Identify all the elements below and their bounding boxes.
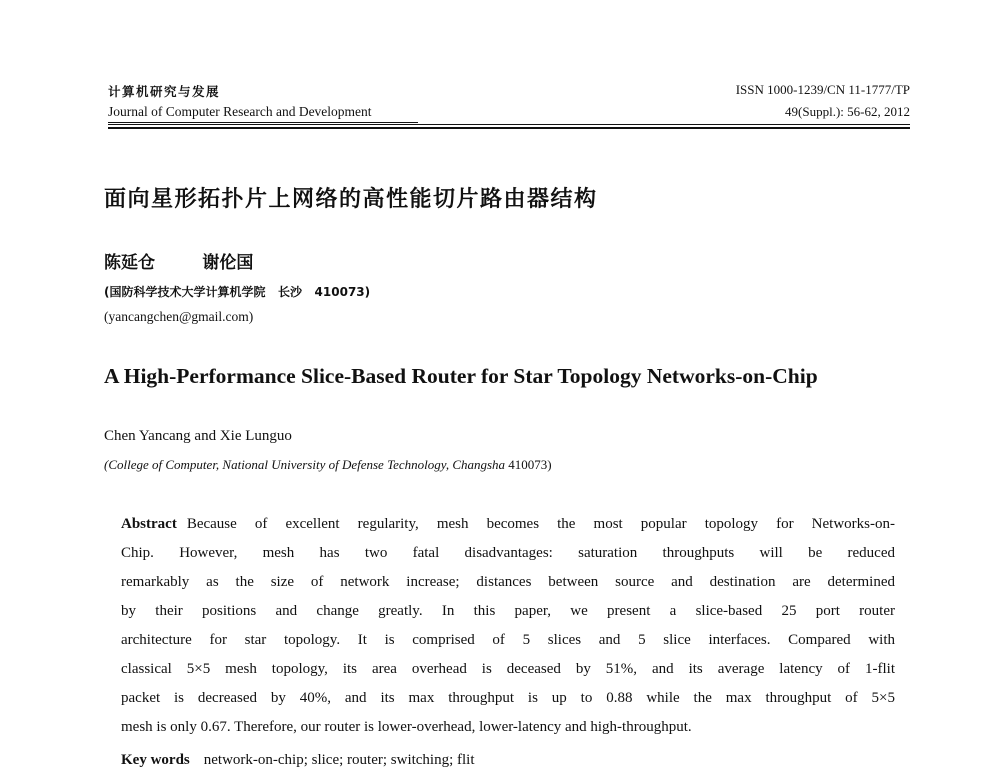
abstract [121,510,895,742]
author-email: (yancangchen@gmail.com) [104,309,254,324]
header-rule-thin [108,124,910,125]
affiliation-en-postal: 410073) [505,457,552,472]
affiliation-en-institution: (College of Computer, National University of Defense Technology, Changsha [104,457,506,472]
paper-title-en: A High-Performance Slice-Based Router for Star Topology Networks-on-Chip [104,364,818,388]
running-header [108,78,910,126]
journal-name-en: Journal of Computer Research and Development [108,104,372,119]
affiliation-cn: (国防科学技术大学计算机学院 长沙 410073) [104,285,371,299]
affiliation-en [104,457,552,473]
abstract-line [121,510,895,539]
abstract-line: Chip. However, mesh has two fatal disadvantages: saturation throughputs will be reduced [121,545,895,561]
journal-name-cn: 计算机研究与发展 [108,84,221,99]
abstract-line: classical 5×5 mesh topology, its area overhead is deceased by 51%, and its average latency of 1-flit [121,661,895,677]
abstract-line: architecture for star topology. It is comprised of 5 slices and 5 slice interfaces. Compared with [121,632,895,648]
journal-name-underline [108,122,418,123]
journal-volume: 49(Suppl.): 56-62, 2012 [785,104,910,119]
journal-issn: ISSN 1000-1239/CN 11-1777/TP [735,82,910,97]
abstract-line: by their positions and change greatly. In this paper, we present a slice-based 25 port router [121,603,895,619]
keywords [121,752,475,769]
header-rule-thick [108,127,910,129]
abstract-label: Abstract [121,516,177,532]
paper-title-cn: 面向星形拓扑片上网络的高性能切片路由器结构 [104,187,598,212]
abstract-line: mesh is only 0.67. Therefore, our router is lower-overhead, lower-latency and high-throughput. [121,719,692,735]
authors-en: Chen Yancang and Xie Lunguo [104,428,292,444]
authors-cn: 陈延仓 谢伦国 [104,253,254,273]
abstract-line: remarkably as the size of network increase; distances between source and destination are determined [121,574,895,590]
abstract-line: packet is decreased by 40%, and its max throughput is up to 0.88 while the max throughput of 5×5 [121,690,895,706]
abstract-line-text: Because of excellent regularity, mesh becomes the most popular topology for Networks-on- [186,516,895,532]
keywords-label: Key words [121,752,190,768]
keywords-text: network-on-chip; slice; router; switching; flit [203,752,475,768]
